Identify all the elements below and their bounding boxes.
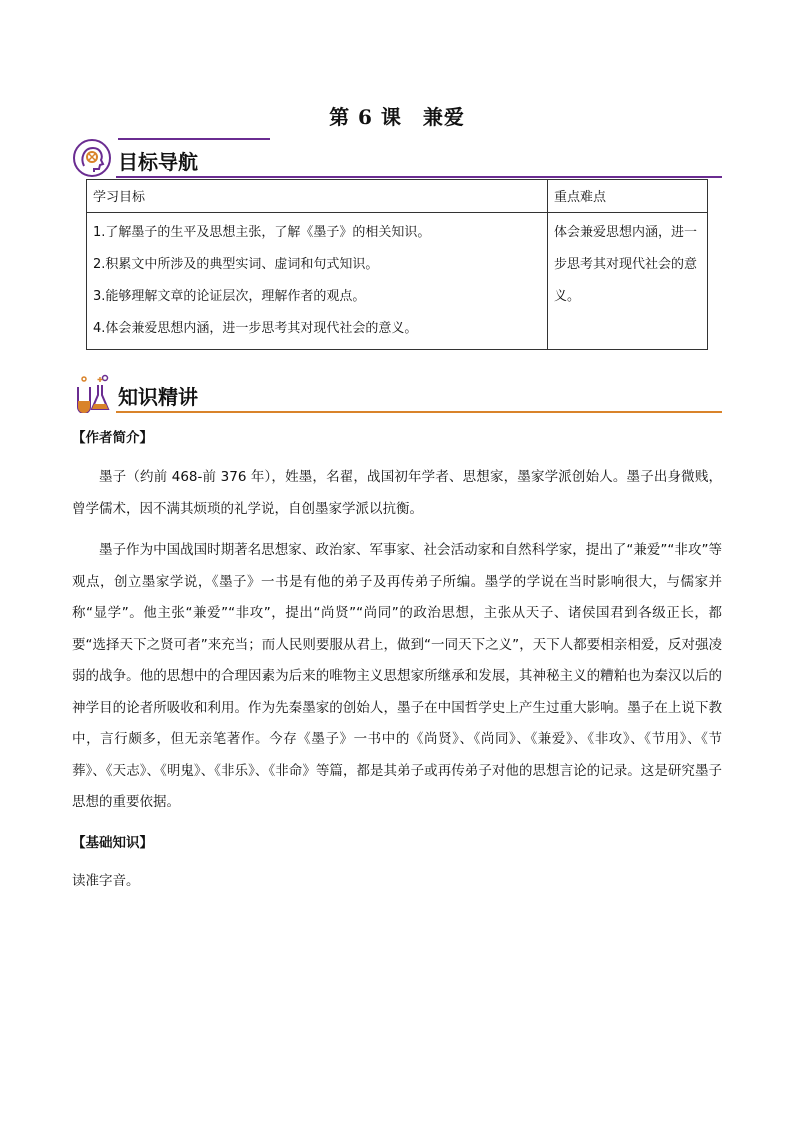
page-title: 第 6 课 兼爱 bbox=[329, 105, 465, 129]
keypoints-column-header: 重点难点 bbox=[548, 180, 708, 213]
goal-item: 1.了解墨子的生平及思想主张，了解《墨子》的相关知识。 bbox=[93, 225, 431, 240]
goals-column-header: 学习目标 bbox=[87, 180, 548, 213]
goals-cell bbox=[87, 213, 548, 350]
flask-icon bbox=[72, 373, 112, 413]
author-heading: 【作者简介】 bbox=[72, 430, 153, 446]
author-paragraph-2: 墨子作为中国战国时期著名思想家、政治家、军事家、社会活动家和自然科学家，提出了“兼爱”“非攻”等观点，创立墨家学说，《墨子》一书是有他的弟子及再传弟子所编。墨学的学说在当时影响很大，与儒家并称“显学”。他主张“兼爱”“非攻”，提出“尚贤”“尚同”的政治思想，主张从天子、诸侯国君到各级正长，都要“选择天下之贤可者”来充当；而人民则要服从君上，做到“一同天下之义”，天下人都要相亲相爱，反对强凌弱的战争。他的思想中的合理因素为后来的唯物主义思想家所继承和发展，其神秘主义的糟粕也为秦汉以后的神学目的论者所吸收和利用。作为先秦墨家的创始人，墨子在中国哲学史上产生过重大影响。墨子在上说下教中，言行颇多，但无亲笔著作。今存《墨子》一书中的《尚贤》、《尚同》、《兼爱》、《非攻》、《节用》、《节葬》、《天志》、《明鬼》、《非乐》、《非命》等篇，都是其弟子或再传弟子对他的思想言论的记录。这是研究墨子思想的重要依据。 bbox=[72, 542, 722, 810]
goal-item: 2.积累文中所涉及的典型实词、虚词和句式知识。 bbox=[93, 257, 379, 272]
goals-table bbox=[86, 179, 708, 350]
knowledge-section-header bbox=[72, 373, 722, 413]
header-divider bbox=[116, 411, 722, 413]
goals-heading: 目标导航 bbox=[118, 150, 198, 174]
keypoints-cell: 体会兼爱思想内涵，进一步思考其对现代社会的意义。 bbox=[548, 213, 708, 350]
brain-head-icon bbox=[72, 138, 112, 178]
goals-section-header bbox=[72, 138, 722, 178]
header-accent-line bbox=[118, 138, 270, 140]
basics-line: 读准字音。 bbox=[72, 872, 140, 889]
basics-heading: 【基础知识】 bbox=[72, 834, 153, 851]
header-divider bbox=[116, 176, 722, 178]
author-paragraph-1: 墨子（约前 468-前 376 年），姓墨，名翟，战国初年学者、思想家，墨家学派创始人。墨子出身微贱，曾学儒术，因不满其烦琐的礼学说，自创墨家学派以抗衡。 bbox=[72, 469, 722, 517]
goal-item: 3.能够理解文章的论证层次，理解作者的观点。 bbox=[93, 289, 366, 304]
goal-item: 4.体会兼爱思想内涵，进一步思考其对现代社会的意义。 bbox=[93, 321, 418, 336]
knowledge-heading: 知识精讲 bbox=[118, 385, 198, 409]
knowledge-content bbox=[72, 424, 722, 895]
